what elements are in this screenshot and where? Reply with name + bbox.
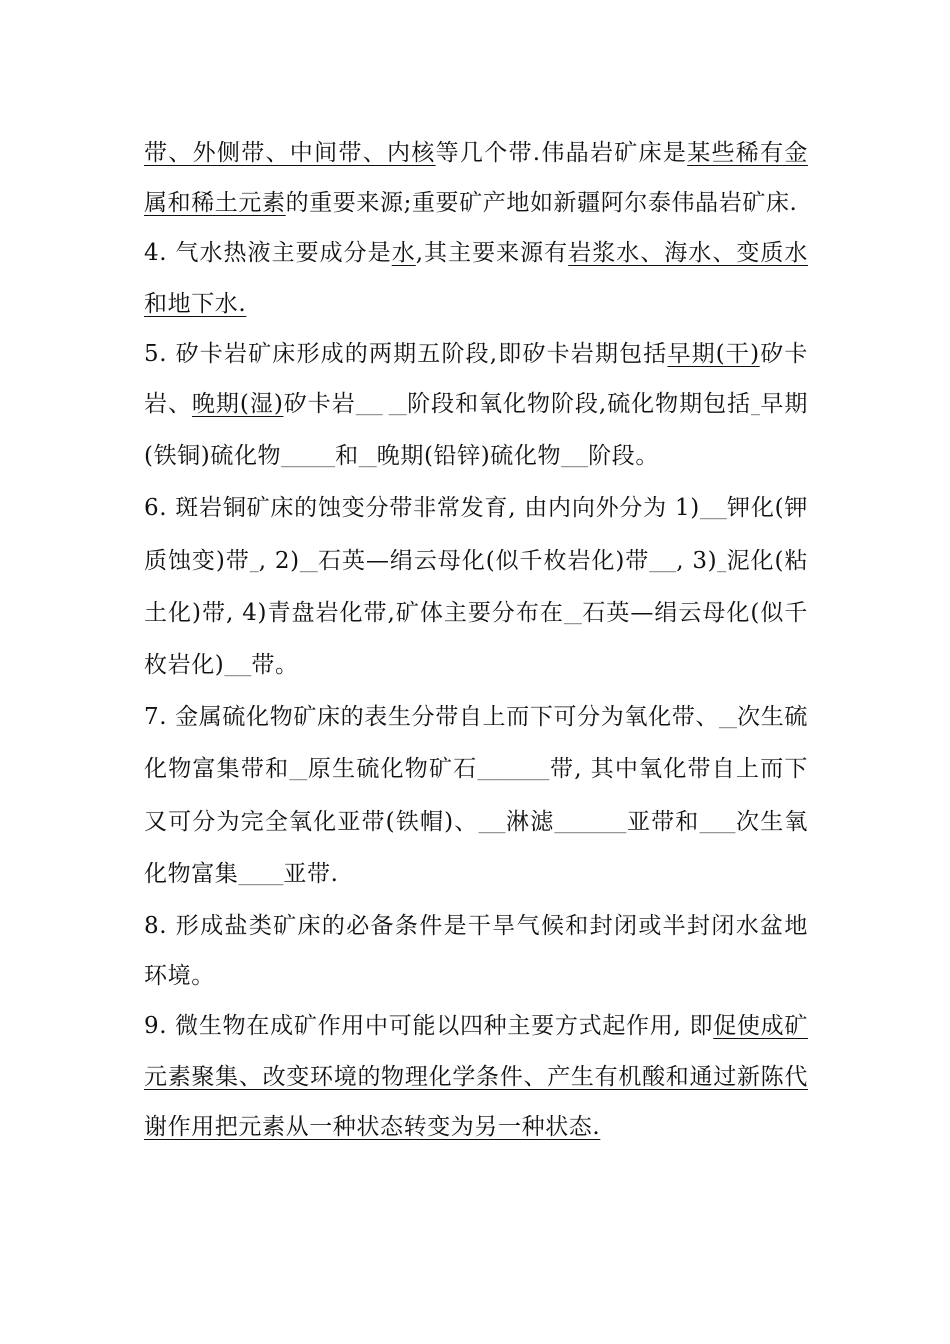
document-body (144, 128, 808, 1152)
blank-dashes: ___ (224, 656, 252, 678)
text-segment: 等几个带.伟晶岩矿床是 (435, 140, 688, 166)
blank-dashes: _ (249, 551, 259, 573)
text-segment: 早期(铁铜)硫化物 (144, 391, 808, 470)
text-segment: 的重要来源;重要矿产地如新疆阿尔泰伟晶岩矿床. (285, 190, 798, 217)
text-segment: , 2) (258, 547, 300, 574)
underlined-answer: 带、外侧带、中间带、内核 (144, 140, 436, 166)
paragraph-p3-cont (144, 128, 808, 228)
blank-dashes: _ (751, 395, 761, 417)
text-segment: 8. 形成盐类矿床的必备条件是干旱气候和封闭或半封闭水盆地环境。 (144, 913, 808, 990)
paragraph-p6 (144, 483, 808, 692)
underlined-answer: 早期(干) (667, 340, 760, 367)
blank-dashes: ______ (281, 447, 336, 469)
underlined-answer: 某些稀有金属和稀土元素 (144, 140, 808, 217)
text-segment: 阶段。 (588, 443, 659, 470)
blank-dashes: _ (717, 551, 727, 573)
blank-dashes: ____ (699, 812, 736, 834)
text-segment: 矽卡岩、 (144, 340, 809, 418)
blank-dashes: ___ (649, 551, 677, 573)
text-segment: 和 (335, 443, 359, 470)
underlined-answer: 晚期(湿) (191, 391, 284, 418)
text-segment: 带。 (251, 652, 299, 679)
blank-dashes: ___ __ (355, 395, 407, 417)
blank-dashes: ________ (477, 760, 550, 782)
blank-dashes: __ (563, 603, 582, 625)
blank-dashes: __ (719, 708, 738, 730)
blank-dashes: _____ (238, 864, 284, 886)
text-segment: 泥化(粘土化)带, 4)青盘岩化带,矿体主要分布在 (144, 547, 808, 626)
underlined-answer: 促使成矿元素聚集、改变环境的物理化学条件、产生有机酸和通过新陈代谢作用把元素从一种状态转变为另一种状态. (144, 1013, 808, 1140)
blank-dashes: __ (299, 551, 318, 573)
underlined-answer: 水 (391, 240, 416, 267)
blank-dashes: ___ (699, 499, 727, 521)
text-segment: 晚期(铅锌)硫化物 (376, 443, 562, 470)
text-segment: 阶段和氧化物阶段,硫化物期包括 (406, 391, 752, 418)
paragraph-p5 (144, 329, 808, 484)
text-segment: 6. 斑岩铜矿床的蚀变分带非常发育, 由内向外分为 1) (144, 495, 700, 522)
text-segment: 5. 矽卡岩矿床形成的两期五阶段,即矽卡岩期包括 (144, 340, 668, 367)
paragraph-p4 (144, 228, 808, 328)
blank-dashes: ___ (561, 447, 589, 469)
blank-dashes: ________ (554, 812, 627, 834)
paragraph-p8 (144, 901, 808, 1001)
text-segment: ,其主要来源有 (415, 240, 569, 267)
blank-dashes: ___ (478, 812, 506, 834)
text-segment: 带, 其中氧化带自上而下又可分为完全氧化亚带(铁帽)、 (144, 756, 809, 835)
text-segment: 亚带. (283, 860, 339, 887)
text-segment: , 3) (676, 547, 718, 574)
blank-dashes: __ (289, 760, 308, 782)
text-segment: 次生氧化物富集 (144, 808, 808, 887)
paragraph-p7 (144, 692, 808, 901)
text-segment: 9. 微生物在成矿作用中可能以四种主要方式起作用, 即 (144, 1013, 714, 1040)
text-segment: 原生硫化物矿石 (307, 756, 478, 783)
text-segment: 淋滤 (505, 808, 555, 835)
blank-dashes: __ (358, 447, 377, 469)
paragraph-p9 (144, 1001, 808, 1152)
text-segment: 钾化(钾质蚀变)带 (144, 495, 808, 574)
text-segment: 次生硫化物富集带和 (144, 704, 808, 783)
text-segment: 7. 金属硫化物矿床的表生分带自上而下可分为氧化带、 (144, 704, 720, 731)
text-segment: 石英—绢云母化(似千枚岩化)带 (317, 547, 650, 574)
text-segment: 4. 气水热液主要成分是 (144, 240, 392, 267)
text-segment: 石英—绢云母化(似千枚岩化) (144, 599, 808, 679)
underlined-answer: 岩浆水、海水、变质水和地下水. (144, 240, 808, 317)
text-segment: 亚带和 (626, 808, 700, 835)
text-segment: 矽卡岩 (283, 391, 356, 418)
